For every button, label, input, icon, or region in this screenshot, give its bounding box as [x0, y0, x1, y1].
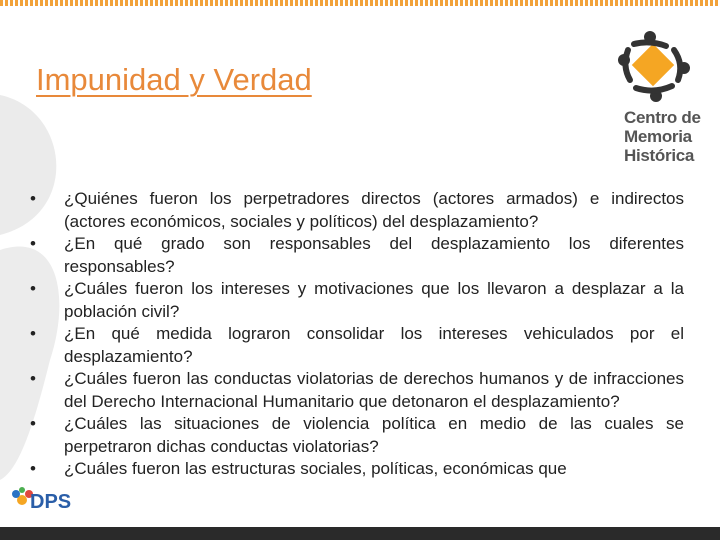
bullet-dot: •	[30, 369, 36, 388]
bullet-dot: •	[30, 279, 36, 298]
bullet-text: ¿En qué medida lograron consolidar los intereses vehiculados por el desplazamiento?	[64, 324, 684, 366]
dps-logo-icon	[10, 484, 80, 528]
logo-wordmark	[624, 108, 701, 165]
bullet-list	[26, 188, 684, 481]
slide-title: Impunidad y Verdad	[36, 62, 312, 97]
list-item	[26, 233, 684, 278]
list-item	[26, 188, 684, 233]
logo-line-2: Memoria	[624, 127, 692, 146]
bullet-text: ¿Cuáles las situaciones de violencia política en medio de las cuales se perpetraron dichas conductas violatorias?	[64, 414, 684, 456]
logo-line-3: Histórica	[624, 146, 695, 165]
bullet-text: ¿Cuáles fueron las estructuras sociales, políticas, económicas que	[64, 459, 567, 478]
bullet-dot: •	[30, 234, 36, 253]
bullet-text: ¿Quiénes fueron los perpetradores directos (actores armados) e indirectos (actores económicos, sociales y políticos) del desplazamiento?	[64, 189, 684, 231]
bullet-text: ¿Cuáles fueron las conductas violatorias de derechos humanos y de infracciones del Derecho Internacional Humanitario que detonaron el desplazamiento?	[64, 369, 684, 411]
bullet-dot: •	[30, 459, 36, 478]
bullet-dot: •	[30, 414, 36, 433]
bullet-text: ¿Cuáles fueron los intereses y motivaciones que los llevaron a desplazar a la población civil?	[64, 279, 684, 321]
bottom-bar	[0, 527, 720, 540]
list-item	[26, 413, 684, 458]
list-item	[26, 458, 684, 481]
list-item	[26, 278, 684, 323]
list-item	[26, 368, 684, 413]
logo-line-1: Centro de	[624, 108, 701, 127]
dps-logo-text: DPS	[30, 491, 72, 513]
bullet-text: ¿En qué grado son responsables del desplazamiento los diferentes responsables?	[64, 234, 684, 276]
bullet-dot: •	[30, 189, 36, 208]
bullet-dot: •	[30, 324, 36, 343]
list-item	[26, 323, 684, 368]
